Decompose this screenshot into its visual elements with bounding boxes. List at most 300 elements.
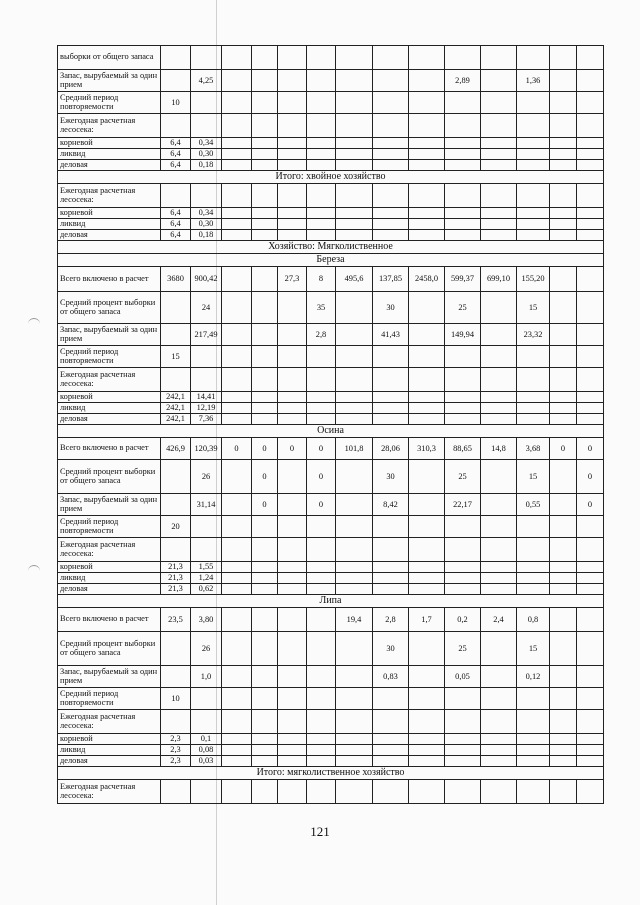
table-cell	[373, 584, 409, 595]
table-cell	[307, 403, 336, 414]
table-cell	[517, 756, 550, 767]
table-cell	[222, 184, 252, 208]
table-cell	[222, 414, 252, 425]
row-label: Всего включено в расчет	[58, 608, 161, 632]
table-cell	[278, 584, 307, 595]
table-cell	[577, 92, 604, 114]
table-cell	[161, 70, 191, 92]
table-cell: 21,3	[161, 562, 191, 573]
table-cell	[481, 780, 517, 804]
table-cell	[336, 160, 373, 171]
table-cell: 1,24	[191, 573, 222, 584]
table-cell	[445, 780, 481, 804]
table-cell: 2,4	[481, 608, 517, 632]
table-cell	[445, 160, 481, 171]
table-cell	[409, 494, 445, 516]
table-cell	[191, 710, 222, 734]
table-cell: 2,8	[373, 608, 409, 632]
table-cell	[278, 46, 307, 70]
table-cell: 0	[307, 460, 336, 494]
table-cell: 6,4	[161, 219, 191, 230]
table-cell	[481, 324, 517, 346]
table-cell	[481, 460, 517, 494]
table-cell	[252, 160, 278, 171]
table-cell	[445, 346, 481, 368]
row-label: Запас, вырубаемый за один прием	[58, 70, 161, 92]
table-cell	[252, 92, 278, 114]
table-cell	[278, 184, 307, 208]
table-row	[58, 538, 604, 562]
section-header-row	[58, 171, 604, 184]
table-cell	[191, 184, 222, 208]
table-cell: 3,80	[191, 608, 222, 632]
table-cell	[336, 403, 373, 414]
table-cell	[252, 573, 278, 584]
table-cell	[336, 46, 373, 70]
table-cell	[252, 632, 278, 666]
table-cell	[517, 92, 550, 114]
table-cell	[373, 403, 409, 414]
table-cell	[550, 632, 577, 666]
table-cell	[577, 230, 604, 241]
table-cell	[445, 414, 481, 425]
table-cell	[307, 632, 336, 666]
table-cell	[409, 710, 445, 734]
table-cell	[409, 92, 445, 114]
table-row	[58, 516, 604, 538]
section-title: Береза	[58, 254, 604, 267]
table-cell	[336, 688, 373, 710]
table-cell	[577, 516, 604, 538]
table-cell	[252, 346, 278, 368]
table-cell	[445, 584, 481, 595]
table-cell	[191, 780, 222, 804]
table-cell	[409, 403, 445, 414]
table-cell: 0,03	[191, 756, 222, 767]
table-cell	[252, 562, 278, 573]
table-cell	[307, 70, 336, 92]
table-cell: 30	[373, 460, 409, 494]
table-cell	[373, 734, 409, 745]
table-cell	[222, 70, 252, 92]
table-cell	[252, 219, 278, 230]
table-cell	[577, 292, 604, 324]
table-cell	[278, 666, 307, 688]
table-cell	[161, 324, 191, 346]
table-cell: 0	[577, 494, 604, 516]
table-cell	[161, 666, 191, 688]
table-cell	[445, 208, 481, 219]
table-cell	[307, 219, 336, 230]
table-cell: 120,39	[191, 438, 222, 460]
table-cell	[222, 160, 252, 171]
table-cell	[252, 392, 278, 403]
table-cell: 15	[517, 460, 550, 494]
forest-calculation-table	[57, 45, 604, 804]
table-cell	[517, 584, 550, 595]
row-label: ликвид	[58, 403, 161, 414]
table-cell	[577, 368, 604, 392]
table-cell	[278, 219, 307, 230]
table-cell	[445, 562, 481, 573]
table-cell	[222, 688, 252, 710]
table-cell: 25	[445, 292, 481, 324]
table-cell	[252, 666, 278, 688]
table-cell: 699,10	[481, 267, 517, 292]
table-cell	[336, 414, 373, 425]
table-cell	[517, 230, 550, 241]
table-row	[58, 780, 604, 804]
table-cell: 15	[517, 632, 550, 666]
table-cell	[222, 403, 252, 414]
table-cell	[481, 538, 517, 562]
table-cell: 0,8	[517, 608, 550, 632]
table-cell	[222, 149, 252, 160]
row-label: Средний процент выборки от общего запаса	[58, 460, 161, 494]
row-label: корневой	[58, 138, 161, 149]
table-cell	[222, 92, 252, 114]
table-cell	[550, 562, 577, 573]
table-cell	[550, 688, 577, 710]
table-cell	[445, 710, 481, 734]
table-cell	[161, 292, 191, 324]
table-cell	[550, 756, 577, 767]
table-cell: 0,12	[517, 666, 550, 688]
table-row	[58, 184, 604, 208]
table-cell: 0	[252, 460, 278, 494]
table-cell	[481, 70, 517, 92]
table-cell	[278, 114, 307, 138]
table-row	[58, 368, 604, 392]
table-cell: 26	[191, 632, 222, 666]
table-cell	[550, 160, 577, 171]
table-row	[58, 219, 604, 230]
table-cell	[373, 710, 409, 734]
section-title: Осина	[58, 425, 604, 438]
table-cell: 1,55	[191, 562, 222, 573]
table-cell	[409, 160, 445, 171]
table-cell	[409, 745, 445, 756]
table-cell	[481, 392, 517, 403]
table-cell: 20	[161, 516, 191, 538]
table-cell	[373, 184, 409, 208]
table-cell	[336, 138, 373, 149]
table-cell	[336, 494, 373, 516]
table-cell	[278, 324, 307, 346]
row-label: Запас, вырубаемый за один прием	[58, 494, 161, 516]
row-label: Средний период повторяемости	[58, 92, 161, 114]
table-cell	[577, 114, 604, 138]
table-cell	[517, 208, 550, 219]
table-row	[58, 346, 604, 368]
table-cell	[517, 403, 550, 414]
table-cell: 10	[161, 92, 191, 114]
table-cell	[278, 138, 307, 149]
table-cell: 101,8	[336, 438, 373, 460]
table-cell	[481, 573, 517, 584]
table-row	[58, 267, 604, 292]
table-row	[58, 460, 604, 494]
table-cell	[577, 562, 604, 573]
table-cell	[409, 414, 445, 425]
table-cell	[373, 70, 409, 92]
table-cell	[307, 368, 336, 392]
table-cell	[373, 745, 409, 756]
table-cell	[278, 562, 307, 573]
row-label: Средний период повторяемости	[58, 516, 161, 538]
section-title: Итого: хвойное хозяйство	[58, 171, 604, 184]
table-cell: 23,32	[517, 324, 550, 346]
table-cell	[373, 346, 409, 368]
table-cell	[278, 538, 307, 562]
table-cell	[307, 608, 336, 632]
table-cell: 1,7	[409, 608, 445, 632]
table-cell	[577, 184, 604, 208]
table-cell	[373, 92, 409, 114]
table-cell: 2,3	[161, 734, 191, 745]
table-row	[58, 632, 604, 666]
table-cell	[373, 562, 409, 573]
table-cell: 0	[278, 438, 307, 460]
table-cell	[222, 632, 252, 666]
table-cell	[252, 324, 278, 346]
table-cell	[307, 734, 336, 745]
table-cell	[409, 149, 445, 160]
table-cell	[161, 710, 191, 734]
table-cell	[550, 267, 577, 292]
table-row	[58, 403, 604, 414]
row-label: корневой	[58, 208, 161, 219]
row-label: Средний период повторяемости	[58, 688, 161, 710]
table-cell	[336, 632, 373, 666]
table-cell	[336, 710, 373, 734]
table-cell: 3,68	[517, 438, 550, 460]
table-cell	[222, 114, 252, 138]
table-cell	[550, 346, 577, 368]
table-cell	[445, 734, 481, 745]
table-cell	[252, 184, 278, 208]
table-row	[58, 745, 604, 756]
row-label: Средний процент выборки от общего запаса	[58, 632, 161, 666]
table-cell	[409, 666, 445, 688]
table-row	[58, 734, 604, 745]
row-label: Средний период повторяемости	[58, 346, 161, 368]
table-cell	[336, 538, 373, 562]
table-cell	[481, 160, 517, 171]
table-cell	[191, 346, 222, 368]
table-cell	[517, 219, 550, 230]
table-cell: 24	[191, 292, 222, 324]
table-cell	[336, 756, 373, 767]
table-cell	[252, 756, 278, 767]
table-cell: 12,19	[191, 403, 222, 414]
table-cell	[336, 562, 373, 573]
table-cell	[445, 538, 481, 562]
row-label: Запас, вырубаемый за один прием	[58, 666, 161, 688]
table-row	[58, 208, 604, 219]
table-row	[58, 494, 604, 516]
section-title: Хозяйство: Мягколиственное	[58, 241, 604, 254]
table-cell	[577, 584, 604, 595]
table-cell	[373, 149, 409, 160]
table-cell	[161, 632, 191, 666]
table-cell	[550, 368, 577, 392]
table-cell: 15	[161, 346, 191, 368]
table-cell	[222, 745, 252, 756]
table-cell	[278, 368, 307, 392]
table-cell	[252, 688, 278, 710]
table-cell	[222, 219, 252, 230]
row-label: Всего включено в расчет	[58, 438, 161, 460]
section-header-row	[58, 767, 604, 780]
table-cell	[336, 745, 373, 756]
table-cell	[550, 208, 577, 219]
table-cell	[550, 324, 577, 346]
table-cell	[481, 494, 517, 516]
table-cell: 35	[307, 292, 336, 324]
row-label: деловая	[58, 756, 161, 767]
table-cell	[252, 745, 278, 756]
table-cell	[252, 267, 278, 292]
table-cell	[577, 149, 604, 160]
table-cell	[278, 149, 307, 160]
table-cell	[161, 368, 191, 392]
table-cell	[252, 114, 278, 138]
table-cell	[278, 573, 307, 584]
table-cell	[550, 734, 577, 745]
table-cell	[222, 756, 252, 767]
table-cell	[550, 92, 577, 114]
table-cell	[409, 573, 445, 584]
table-cell: 31,14	[191, 494, 222, 516]
table-cell: 0	[550, 438, 577, 460]
table-cell	[550, 392, 577, 403]
table-row	[58, 688, 604, 710]
table-cell: 0	[252, 438, 278, 460]
table-cell: 6,4	[161, 230, 191, 241]
table-cell	[191, 368, 222, 392]
table-cell	[336, 780, 373, 804]
table-cell	[307, 114, 336, 138]
table-cell: 0,2	[445, 608, 481, 632]
table-cell	[191, 688, 222, 710]
row-label: корневой	[58, 734, 161, 745]
section-title: Липа	[58, 595, 604, 608]
table-cell	[222, 516, 252, 538]
table-cell	[252, 710, 278, 734]
binding-hole-mark	[28, 318, 40, 326]
section-header-row	[58, 595, 604, 608]
table-cell	[278, 516, 307, 538]
table-cell	[336, 346, 373, 368]
table-cell: 310,3	[409, 438, 445, 460]
table-cell	[222, 208, 252, 219]
table-cell	[278, 346, 307, 368]
table-cell	[577, 70, 604, 92]
table-cell	[550, 584, 577, 595]
table-cell	[373, 538, 409, 562]
row-label: деловая	[58, 230, 161, 241]
table-cell	[278, 460, 307, 494]
table-cell	[577, 46, 604, 70]
table-cell	[577, 710, 604, 734]
table-cell: 6,4	[161, 138, 191, 149]
row-label: ликвид	[58, 219, 161, 230]
table-cell	[409, 346, 445, 368]
table-cell	[278, 632, 307, 666]
table-cell	[222, 710, 252, 734]
table-cell	[409, 46, 445, 70]
table-cell	[577, 756, 604, 767]
table-cell	[445, 368, 481, 392]
table-cell: 19,4	[336, 608, 373, 632]
table-cell: 2,89	[445, 70, 481, 92]
table-cell: 0,18	[191, 230, 222, 241]
table-cell: 0,34	[191, 208, 222, 219]
table-cell	[409, 780, 445, 804]
table-cell: 0,55	[517, 494, 550, 516]
section-header-row	[58, 254, 604, 267]
table-cell	[577, 403, 604, 414]
table-cell: 10	[161, 688, 191, 710]
table-cell	[307, 92, 336, 114]
table-cell	[517, 160, 550, 171]
table-cell	[577, 688, 604, 710]
table-cell	[445, 230, 481, 241]
table-cell	[577, 219, 604, 230]
table-cell: 0	[307, 494, 336, 516]
table-cell	[252, 230, 278, 241]
table-cell	[222, 267, 252, 292]
table-row	[58, 584, 604, 595]
table-cell	[481, 584, 517, 595]
table-cell	[222, 460, 252, 494]
table-cell	[278, 208, 307, 219]
table-cell	[409, 756, 445, 767]
table-cell	[373, 230, 409, 241]
table-cell: 0	[307, 438, 336, 460]
table-cell	[252, 608, 278, 632]
table-cell: 149,94	[445, 324, 481, 346]
table-cell	[222, 138, 252, 149]
table-cell	[278, 756, 307, 767]
table-cell: 14,8	[481, 438, 517, 460]
table-cell	[252, 368, 278, 392]
table-cell	[577, 573, 604, 584]
table-cell	[445, 184, 481, 208]
table-cell	[161, 114, 191, 138]
table-cell	[517, 516, 550, 538]
table-cell	[481, 745, 517, 756]
row-label: ликвид	[58, 745, 161, 756]
table-cell: 0,30	[191, 219, 222, 230]
table-cell	[222, 538, 252, 562]
table-cell	[161, 460, 191, 494]
table-cell: 15	[517, 292, 550, 324]
table-row	[58, 666, 604, 688]
table-cell	[222, 608, 252, 632]
table-cell	[336, 392, 373, 403]
table-cell: 242,1	[161, 403, 191, 414]
table-cell	[517, 688, 550, 710]
table-cell	[222, 230, 252, 241]
table-cell	[252, 538, 278, 562]
table-cell	[373, 414, 409, 425]
table-cell: 0,83	[373, 666, 409, 688]
table-cell	[550, 149, 577, 160]
table-cell	[445, 92, 481, 114]
table-cell: 23,5	[161, 608, 191, 632]
